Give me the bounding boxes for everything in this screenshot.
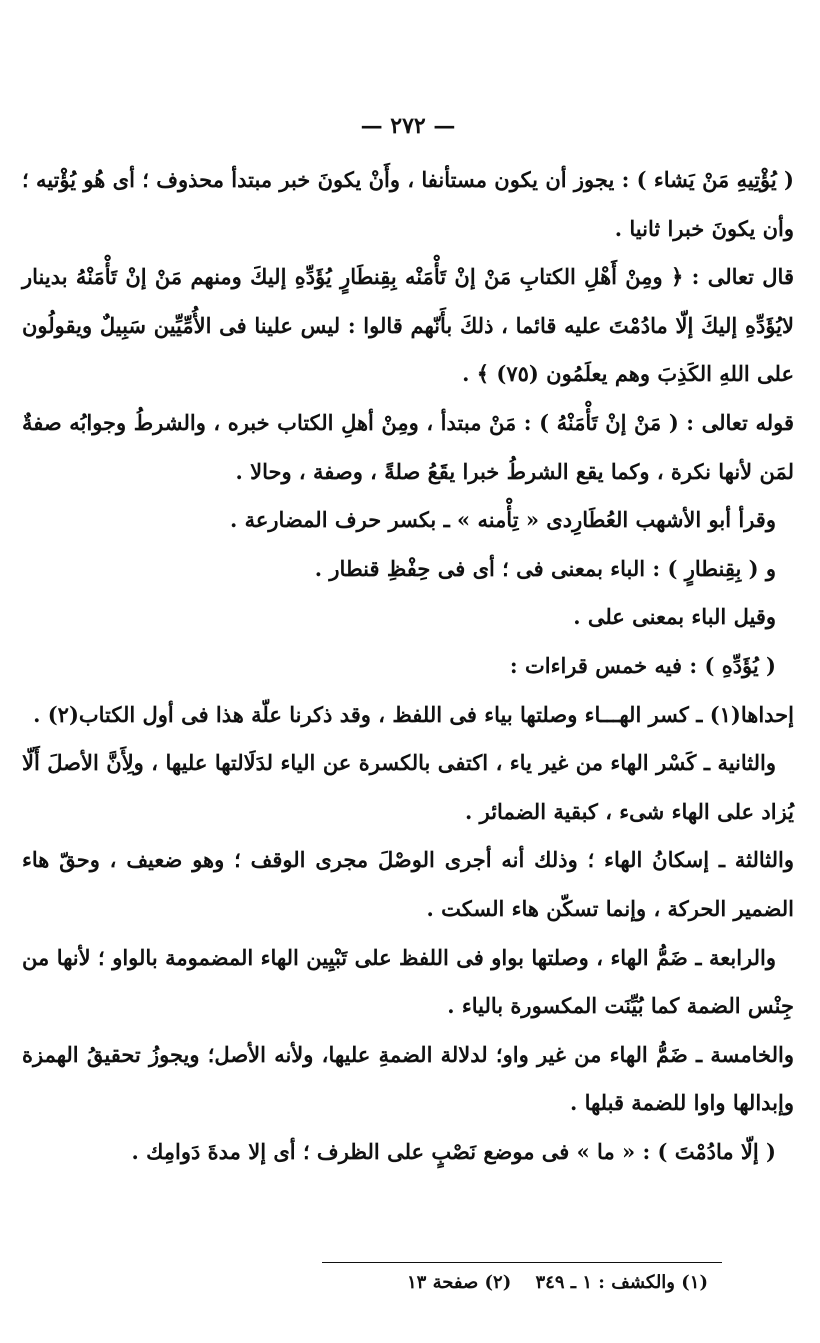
paragraph-2: قال تعالى : ﴿ ومِنْ أَهْلِ الكتابِ مَنْ إنْ تَأْمَنْه بِقِنطَارٍ يُؤَدِّهِ إليكَ ومنهم مَنْ إنْ تَأْمَنْهُ بدينار لايُؤَدِّهِ إليكَ إلّا مادُمْتَ عليه قائما ، ذلكَ بأَنّهم قالوا : ليس علينا فى الأُمِّيِّين سَبِيلٌ ويقولُون على اللهِ الكَذِبَ وهم يعلَمُون (٧٥) ﴾ . (22, 264, 794, 387)
paragraph-7: ( يُؤَدِّهِ ) : فيه خمس قراءات : (509, 652, 776, 678)
footnote-2: (٢) صفحة ١٣ (406, 1272, 512, 1293)
body-text (22, 156, 794, 1176)
paragraph-11: والرابعة ـ ضَمُّ الهاء ، وصلتها بواو فى اللفظ على تَبْيِين الهاء المضمومة بالواو ؛ لأنها من جِنْس الضمة كما بُيِّنَت المكسورة بالياء . (22, 944, 794, 1019)
paragraph-5: و ( بِقِنطارٍ ) : الباء بمعنى فى ؛ أى فى حِفْظِ قنطار . (314, 555, 776, 581)
paragraph-12: والخامسة ـ ضَمُّ الهاء من غير واو؛ لدلالة الضمةِ عليها، ولأنه الأصل؛ ويجوزُ تحقيقُ الهمزة وإبدالها واوا للضمة قبلها . (22, 1041, 794, 1116)
paragraph-8: إحداها(١) ـ كسر الهـــاء وصلتها بياء فى اللفظ ، وقد ذكرنا علّة هذا فى أول الكتاب(٢) . (33, 701, 794, 727)
paragraph-10: والثالثة ـ إسكانُ الهاء ؛ وذلك أنه أجرى الوصْلَ مجرى الوقف ؛ وهو ضعيف ، وحقّ هاء الضمير الحركة ، وإنما تسكّن هاء السكت . (22, 847, 794, 921)
footnote-divider (322, 1262, 722, 1263)
footnotes (108, 1268, 708, 1298)
paragraph-4: وقرأ أبو الأشهب العُطَارِدى « تِأْمنه » ـ بكسر حرف المضارعة . (230, 507, 776, 533)
paragraph-6: وقيل الباء بمعنى على . (573, 604, 776, 630)
footnote-1: (١) والكشف : ١ ـ ٣٤٩ (535, 1272, 708, 1293)
paragraph-1: ( يُؤْتِيهِ مَنْ يَشاء ) : يجوز أن يكون مستأنفا ، وأَنْ يكونَ خبر مبتدأ محذوف ؛ أى هُو يُؤْتيه ؛ وأن يكونَ خبرا ثانيا . (22, 167, 794, 241)
paragraph-13: ( إلّا مادُمْتَ ) : « ما » فى موضع نَصْبٍ على الظرف ؛ أى إلا مدةَ دَوامِك . (131, 1138, 776, 1164)
paragraph-3: قوله تعالى : ( مَنْ إنْ تَأْمَنْهُ ) : مَنْ مبتدأ ، ومِنْ أهلِ الكتاب خبره ، والشرطُ وجوابُه صفةٌ لمَن لأنها نكرة ، وكما يقع الشرطُ خبرا يقَعُ صلةً ، وصفة ، وحالا . (22, 409, 794, 484)
page-number: — ٢٧٢ — (360, 113, 456, 139)
paragraph-9: والثانية ـ كَسْر الهاء من غير ياء ، اكتفى بالكسرة عن الياء لدَلَالتها عليها ، ولِأَنَّ الأصلَ أَلّا يُزاد على الهاء شىء ، كبقية الضمائر . (22, 750, 794, 824)
